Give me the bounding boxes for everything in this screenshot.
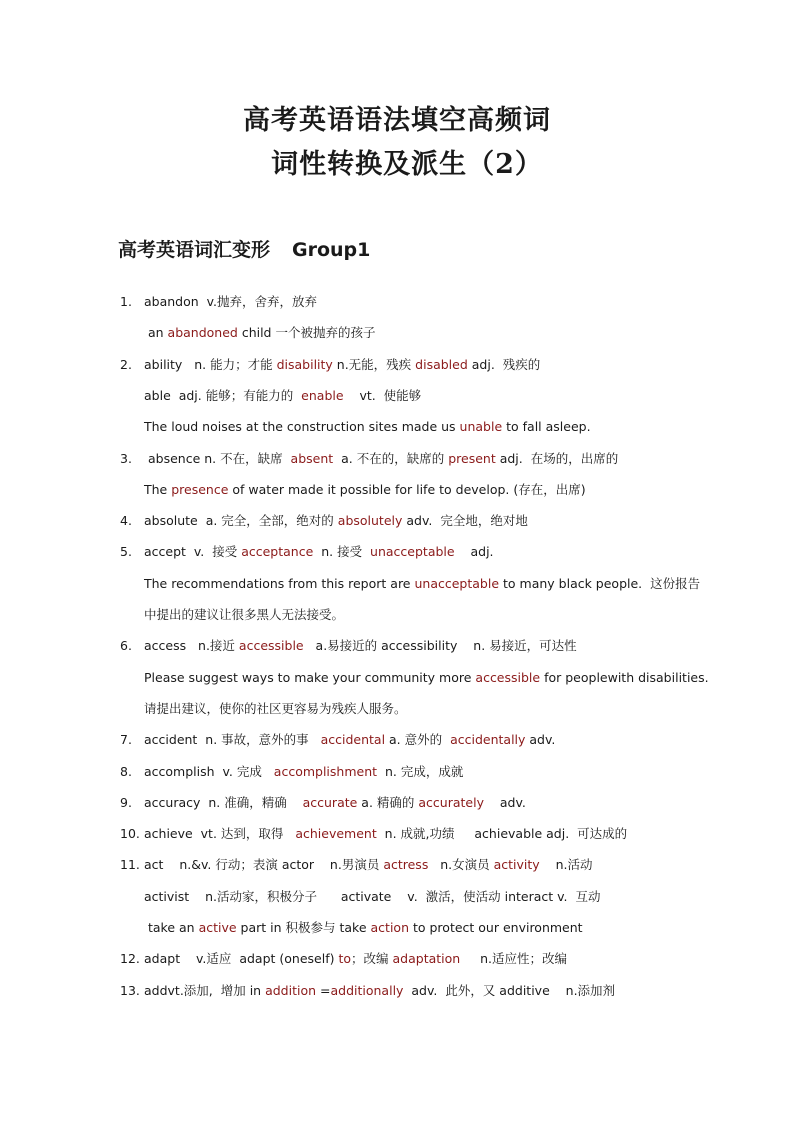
entry-text: access n.接近 xyxy=(144,638,239,654)
entry-line xyxy=(120,982,615,1000)
highlighted-word: absolutely xyxy=(337,513,403,529)
entry-text: abandon v.抛弃，舍弃，放弃 xyxy=(144,294,318,309)
entry-line xyxy=(120,637,577,655)
highlighted-word: absent xyxy=(290,450,334,466)
highlighted-word: unacceptable xyxy=(414,575,500,591)
entry-text: The recommendations from this report are xyxy=(144,575,415,591)
entry-text: a. 不在的，缺席的 xyxy=(333,450,449,466)
title-line-2: 词性转换及派生（2） xyxy=(271,149,543,180)
entry-text: vt. 使能够 xyxy=(343,387,422,403)
entry-number: 1. xyxy=(120,294,132,309)
entry-number: 9. xyxy=(120,794,132,810)
entry-text: n. 接受 xyxy=(313,544,371,560)
entry-continuation-line xyxy=(144,606,344,624)
entry-continuation-line xyxy=(144,575,700,593)
section-heading xyxy=(118,235,370,262)
entry-text: adv. 此外，又 additive n.添加剂 xyxy=(403,982,616,998)
entry-text: act n.&v. 行动；表演 actor n.男演员 xyxy=(144,857,384,873)
entry-line xyxy=(120,950,567,968)
highlighted-word: present xyxy=(448,450,496,466)
highlighted-word: accessible xyxy=(238,638,304,654)
entry-continuation-line xyxy=(144,919,583,937)
highlighted-word: unable xyxy=(459,419,503,435)
entry-text: adv. xyxy=(525,732,556,748)
entry-continuation-line xyxy=(144,700,407,718)
entry-text: adj. 残疾的 xyxy=(467,356,541,372)
highlighted-word: acceptance xyxy=(241,544,314,560)
entry-number: 13. xyxy=(120,982,140,998)
entry-text: part in 积极参与 take xyxy=(236,920,371,935)
entry-text: n.适应性；改编 xyxy=(460,951,567,967)
entry-number: 4. xyxy=(120,513,132,529)
highlighted-word: additionally xyxy=(330,982,404,998)
entry-text: ability n. 能力；才能 xyxy=(144,356,277,372)
entry-number: 11. xyxy=(120,857,140,873)
entry-number: 7. xyxy=(120,732,132,748)
entry-line xyxy=(120,731,555,749)
entry-text: a. 意外的 xyxy=(385,732,451,748)
section-group: Group1 xyxy=(292,239,371,261)
highlighted-word: active xyxy=(198,920,237,935)
entry-text: to fall asleep. xyxy=(502,419,591,435)
highlighted-word: activity xyxy=(493,857,540,873)
entry-number: 10. xyxy=(120,826,140,842)
entry-text: The loud noises at the construction sites made us xyxy=(144,419,460,435)
entry-text: ；改编 xyxy=(351,951,393,967)
highlighted-word: to xyxy=(338,951,352,967)
highlighted-word: disability xyxy=(276,356,333,372)
entry-text: accident n. 事故，意外的事 xyxy=(144,732,321,748)
entry-text: 中提出的建议让很多黑人无法接受。 xyxy=(144,607,345,622)
entry-continuation-line xyxy=(144,481,586,499)
highlighted-word: accidentally xyxy=(450,732,526,748)
entry-text: able adj. 能够；有能力的 xyxy=(144,387,302,403)
section-heading-text: 高考英语词汇变形 xyxy=(118,239,271,261)
highlighted-word: accurately xyxy=(418,794,484,810)
entry-line xyxy=(120,512,528,530)
entry-text: n.女演员 xyxy=(428,857,494,873)
entry-text: to protect our environment xyxy=(409,920,583,935)
highlighted-word: unacceptable xyxy=(370,544,455,560)
entry-text: activist n.活动家，积极分子 activate v. 激活，使活动 interact v. 互动 xyxy=(144,888,601,904)
highlighted-word: adaptation xyxy=(392,951,461,967)
highlighted-word: accidental xyxy=(320,732,386,748)
entry-text: accept v. 接受 xyxy=(144,544,242,560)
entry-text: adapt v.适应 adapt (oneself) xyxy=(144,951,339,967)
entry-text: n.无能，残疾 xyxy=(332,356,416,372)
entry-continuation-line xyxy=(144,324,375,342)
entry-continuation-line xyxy=(144,418,591,436)
highlighted-word: accurate xyxy=(302,794,358,810)
highlighted-word: accessible xyxy=(475,669,541,685)
entry-text: an xyxy=(144,325,168,341)
highlighted-word: abandoned xyxy=(167,325,238,341)
highlighted-word: accomplishment xyxy=(273,763,378,779)
entry-number: 5. xyxy=(120,544,132,560)
highlighted-word: presence xyxy=(171,481,229,497)
entry-line xyxy=(120,763,463,781)
entry-text: absence n. 不在，缺席 xyxy=(144,450,291,466)
highlighted-word: addition xyxy=(265,982,317,998)
entry-text: achieve vt. 达到，取得 xyxy=(144,826,296,842)
highlighted-word: action xyxy=(370,920,409,935)
entry-continuation-line xyxy=(144,387,421,405)
entry-continuation-line xyxy=(144,669,709,687)
title-line-1: 高考英语语法填空高频词 xyxy=(243,105,551,136)
entry-text: Please suggest ways to make your community more xyxy=(144,669,476,685)
entry-line xyxy=(120,293,317,311)
entry-text: a.易接近的 accessibility n. 易接近，可达性 xyxy=(303,638,577,654)
highlighted-word: achievement xyxy=(295,826,377,842)
entry-text: take an xyxy=(144,920,199,935)
entry-text: for peoplewith disabilities. xyxy=(540,669,709,685)
highlighted-word: enable xyxy=(301,387,344,403)
entry-text: accuracy n. 准确，精确 xyxy=(144,794,303,810)
entry-text: adj. xyxy=(454,544,494,560)
entry-text: of water made it possible for life to develop. (存在，出席) xyxy=(228,481,586,497)
entry-text: n. 成就,功绩 achievable adj. 可达成的 xyxy=(376,826,628,842)
highlighted-word: actress xyxy=(383,857,429,873)
entry-text: 请提出建议，使你的社区更容易为残疾人服务。 xyxy=(144,700,407,716)
entry-text: addvt.添加, 增加 in xyxy=(144,982,266,998)
entry-number: 3. xyxy=(120,450,132,466)
entry-text: to many black people. 这份报告 xyxy=(499,575,701,591)
entry-line xyxy=(120,450,618,468)
entry-line xyxy=(120,356,540,374)
entry-text: n.活动 xyxy=(539,857,593,873)
entry-line xyxy=(120,825,627,843)
highlighted-word: disabled xyxy=(415,356,468,372)
entry-text: adj. 在场的，出席的 xyxy=(495,450,619,466)
entry-text: absolute a. 完全，全部，绝对的 xyxy=(144,513,338,529)
entry-number: 2. xyxy=(120,356,132,372)
entry-text: = xyxy=(316,982,331,998)
entry-text: n. 完成，成就 xyxy=(377,763,464,779)
entry-text: a. 精确的 xyxy=(357,794,419,810)
entry-text: accomplish v. 完成 xyxy=(144,763,274,779)
entry-line xyxy=(120,856,593,874)
entry-line xyxy=(120,543,494,561)
entry-text: The xyxy=(144,481,172,497)
entry-continuation-line xyxy=(144,888,600,906)
entry-number: 6. xyxy=(120,638,132,654)
entry-text: adv. xyxy=(483,794,526,810)
entry-text: child 一个被抛弃的孩子 xyxy=(237,325,376,341)
entry-text: adv. 完全地，绝对地 xyxy=(402,513,528,529)
entry-number: 12. xyxy=(120,951,140,967)
entry-number: 8. xyxy=(120,763,132,779)
entry-line xyxy=(120,794,526,812)
